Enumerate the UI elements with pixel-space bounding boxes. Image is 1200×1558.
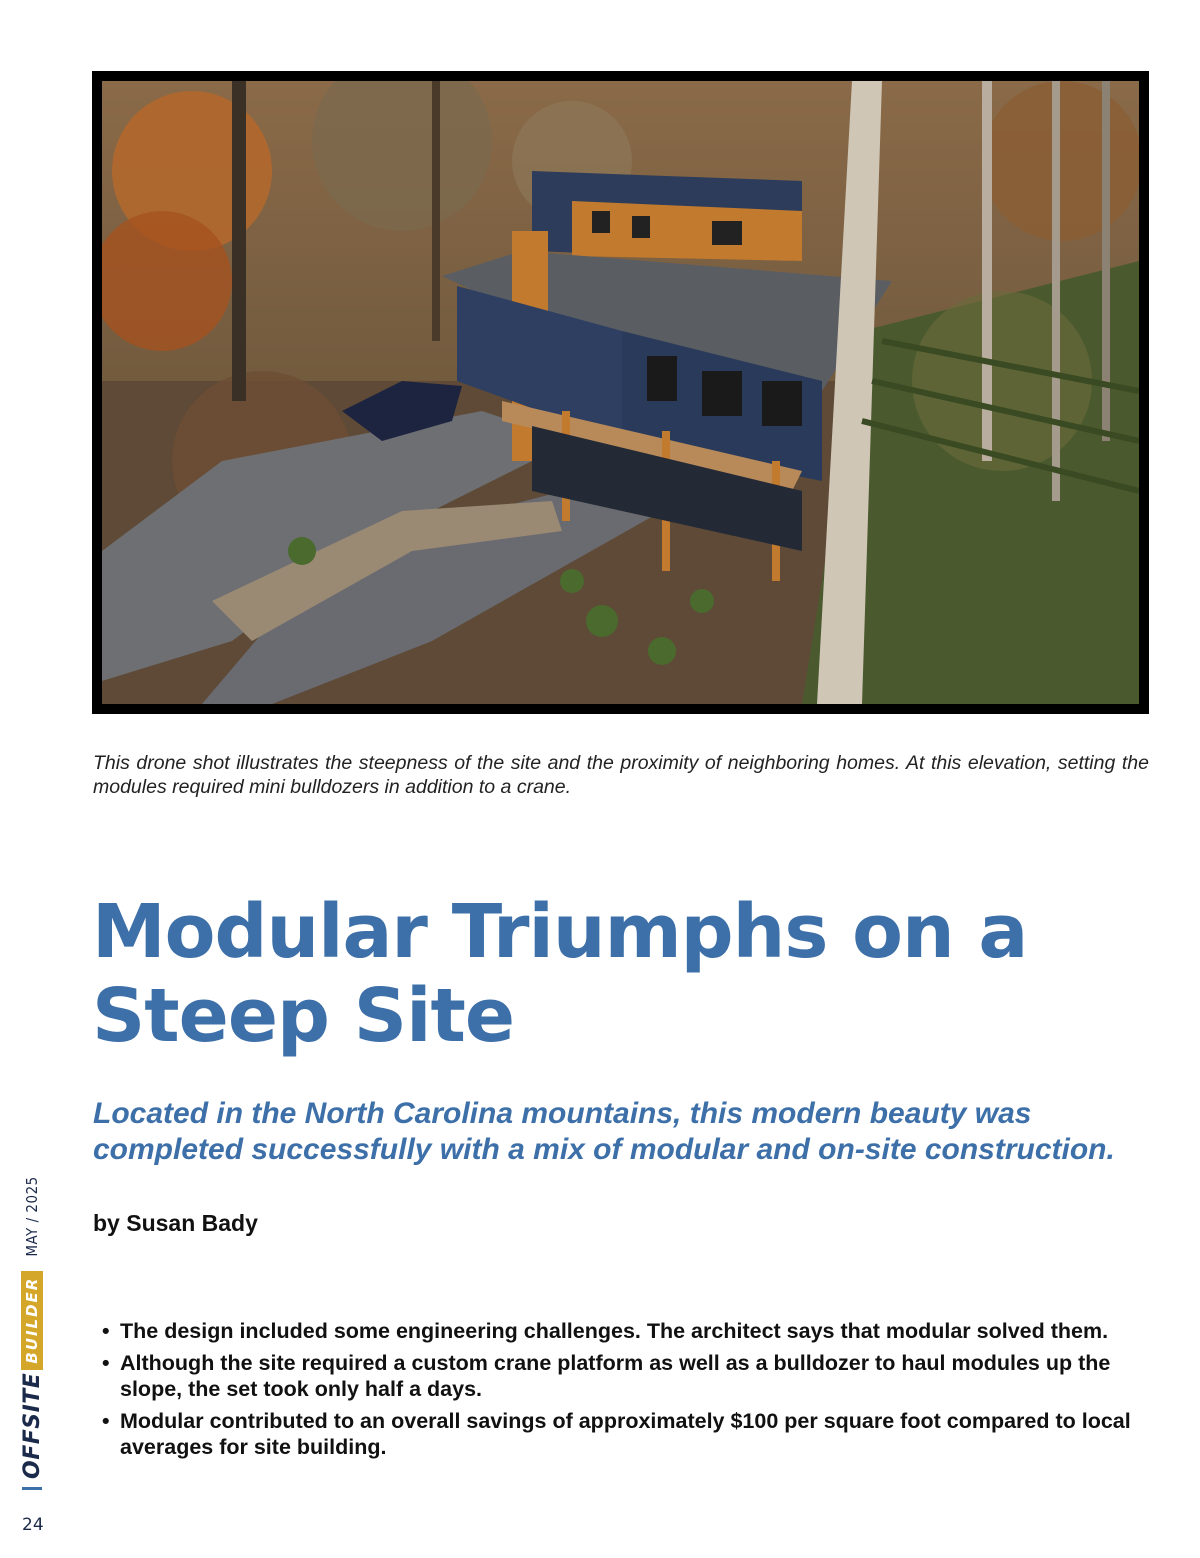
photo-caption: This drone shot illustrates the steepness of the site and the proximity of neighboring homes. At this elevation, setting the modules required mini bulldozers in addition to a crane. [93, 751, 1149, 798]
list-item [100, 1350, 1152, 1402]
bullet-icon: • [102, 1409, 110, 1433]
list-item-text: Modular contributed to an overall savings of approximately $100 per square foot compared to local averages for site building. [120, 1409, 1131, 1459]
list-item [100, 1408, 1152, 1460]
article-byline: by Susan Bady [93, 1210, 258, 1236]
list-item-text: Although the site required a custom crane platform as well as a bulldozer to haul modules up the slope, the set took only half a days. [120, 1351, 1111, 1401]
article-deck: Located in the North Carolina mountains, this modern beauty was completed successfully with a mix of modular and on-site construction. [93, 1097, 1115, 1166]
aerial-house-photo [102, 81, 1139, 704]
magazine-spine [14, 1160, 50, 1490]
article-headline: Modular Triumphs on a Steep Site [92, 889, 1028, 1059]
list-item [100, 1318, 1152, 1344]
list-item-text: The design included some engineering challenges. The architect says that modular solved them. [120, 1319, 1109, 1343]
article-photo [92, 71, 1149, 714]
brand-logo-offsite: OFFSITE [19, 1372, 45, 1479]
page-number: 24 [22, 1515, 44, 1535]
bullet-icon: • [102, 1319, 110, 1343]
issue-date: MAY / 2025 [23, 1176, 41, 1257]
bullet-icon: • [102, 1351, 110, 1375]
key-points-list [100, 1318, 1152, 1466]
brand-logo-builder: BUILDER [21, 1271, 43, 1370]
divider [22, 1487, 42, 1490]
